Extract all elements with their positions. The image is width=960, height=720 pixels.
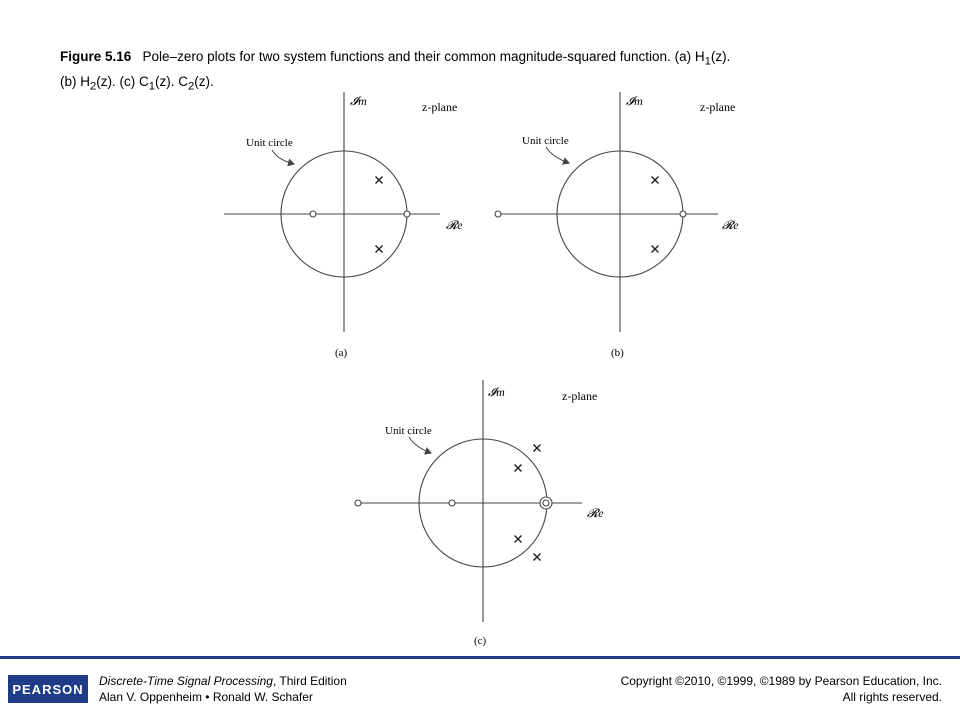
zero-marker: [404, 211, 410, 217]
rights-text: All rights reserved.: [842, 689, 942, 704]
unit-circle-pointer: [546, 147, 569, 163]
unit-circle-label: Unit circle: [385, 425, 432, 437]
pole-marker: [376, 246, 383, 253]
pole-marker: [652, 177, 659, 184]
panel-label-c: (c): [474, 635, 487, 647]
plot-b: [495, 92, 739, 359]
zero-marker: [495, 211, 501, 217]
z-plane-label: z-plane: [562, 389, 598, 403]
panel-label-a: (a): [335, 347, 348, 359]
real-axis-label: 𝓡e: [722, 218, 739, 232]
book-authors: Alan V. Oppenheim • Ronald W. Schafer: [99, 689, 313, 704]
real-axis-label: 𝓡e: [446, 218, 463, 232]
pearson-logo: PEARSON: [8, 675, 88, 703]
book-info: [99, 674, 347, 705]
pole-marker: [515, 465, 522, 472]
zero-marker: [355, 500, 361, 506]
double-zero-inner-marker: [543, 500, 549, 506]
unit-circle-label: Unit circle: [522, 135, 569, 147]
copyright-text: Copyright ©2010, ©1999, ©1989 by Pearson Education, Inc.: [620, 674, 942, 688]
zero-marker: [310, 211, 316, 217]
figure-label: Figure 5.16: [60, 49, 132, 64]
plot-c: [355, 380, 604, 647]
pole-marker: [376, 177, 383, 184]
unit-circle-pointer: [272, 150, 294, 164]
imaginary-axis-label: 𝓘m: [626, 94, 643, 108]
z-plane-label: z-plane: [700, 100, 736, 114]
pole-marker: [515, 536, 522, 543]
copyright-info: [621, 674, 942, 705]
pole-marker: [534, 554, 541, 561]
plot-a: [224, 92, 463, 359]
z-plane-label: z-plane: [422, 100, 458, 114]
real-axis-label: 𝓡e: [587, 506, 604, 520]
imaginary-axis-label: 𝓘m: [350, 94, 367, 108]
imaginary-axis-label: 𝓘m: [488, 385, 505, 399]
zero-marker: [680, 211, 686, 217]
zero-marker: [449, 500, 455, 506]
book-title: Discrete-Time Signal Processing: [99, 674, 273, 688]
panel-label-b: (b): [611, 347, 624, 359]
caption-line-1: Figure 5.16 Pole–zero plots for two system functions and their common magnitude-squared function. (a) $H_1(z)$.: [60, 49, 731, 68]
caption-line-2: (b) $H_2(z)$. (c) $C_1(z)$. $C_2(z)$.: [60, 73, 214, 93]
footer-rule: [0, 656, 960, 659]
unit-circle-pointer: [409, 437, 431, 453]
unit-circle-label: Unit circle: [246, 137, 293, 149]
book-edition: , Third Edition: [272, 674, 347, 688]
pole-marker: [534, 445, 541, 452]
pole-marker: [652, 246, 659, 253]
